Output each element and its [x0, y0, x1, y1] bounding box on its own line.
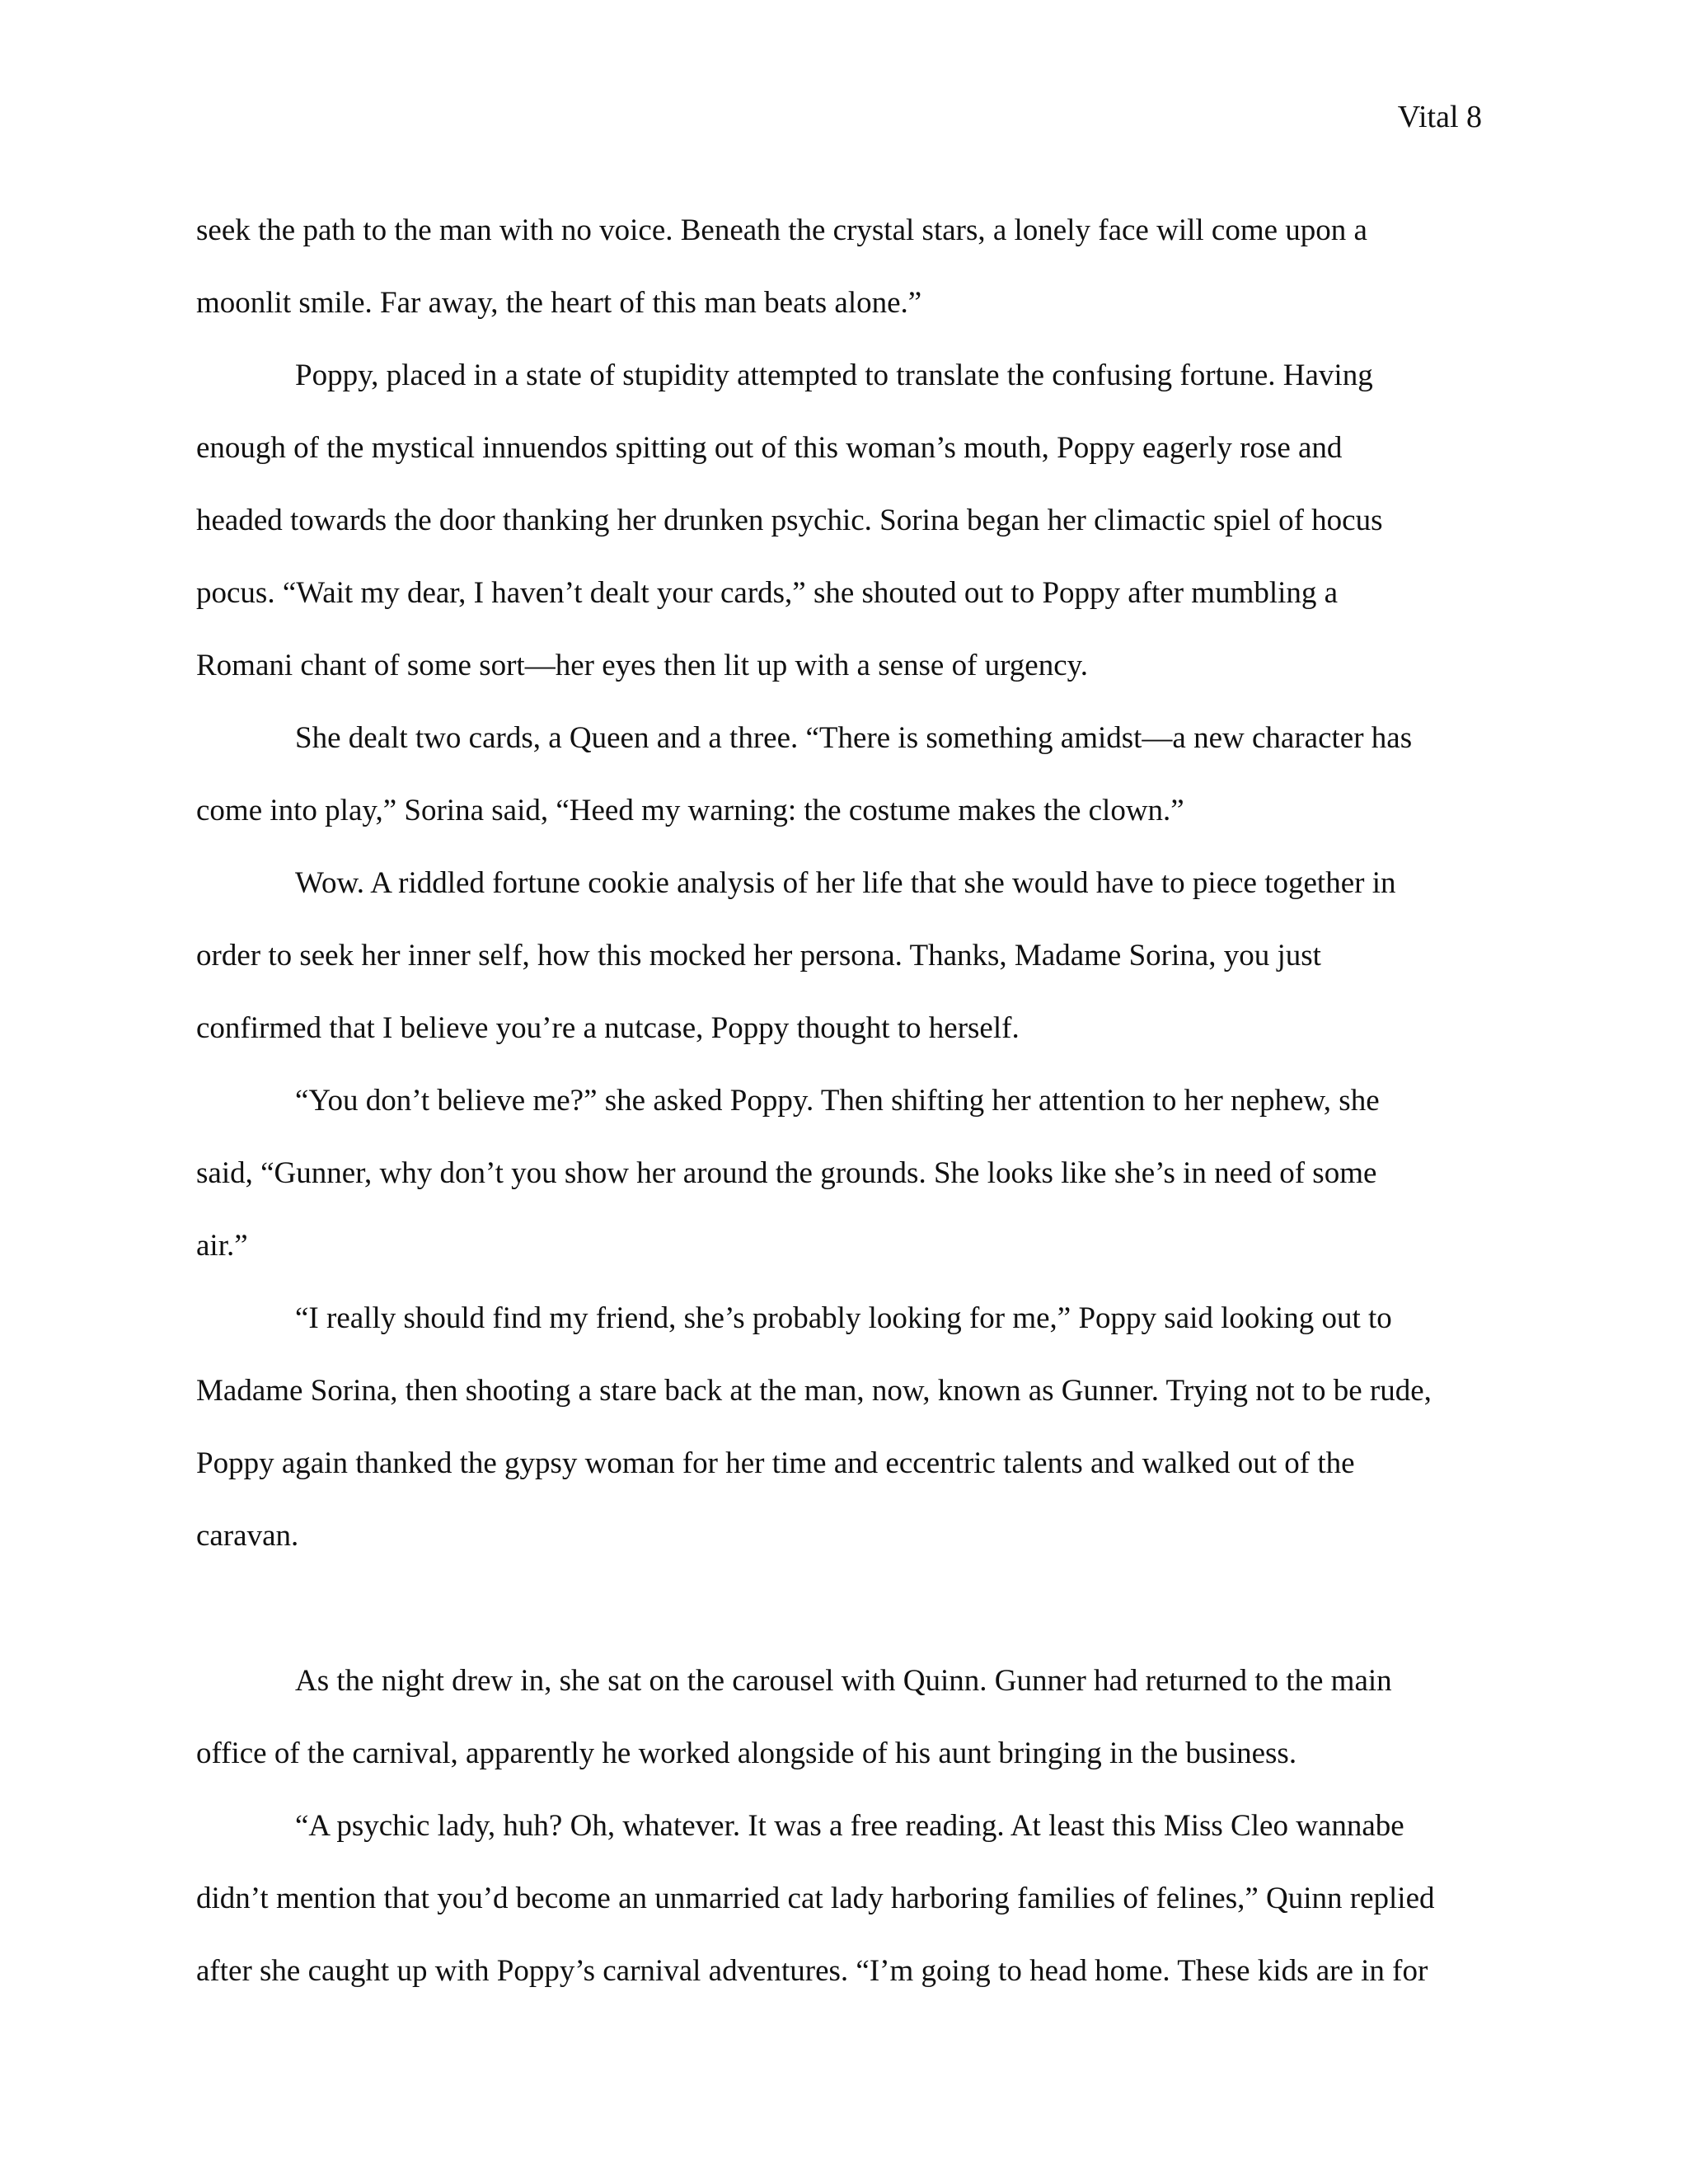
text-line: office of the carnival, apparently he worked alongside of his aunt bringing in the business.: [196, 1736, 1297, 1770]
section-break: [196, 1572, 1490, 1645]
text-line: enough of the mystical innuendos spitting out of this woman’s mouth, Poppy eagerly rose and: [196, 431, 1343, 465]
paragraph-start-line: “I really should find my friend, she’s probably looking for me,” Poppy said looking out to: [295, 1301, 1392, 1335]
text-line: said, “Gunner, why don’t you show her around the grounds. She looks like she’s in need of some: [196, 1156, 1377, 1190]
running-head: Vital 8: [1397, 100, 1482, 134]
text-line: headed towards the door thanking her drunken psychic. Sorina began her climactic spiel of hocus: [196, 504, 1383, 537]
paragraph-start-line: Wow. A riddled fortune cookie analysis of her life that she would have to piece together in: [295, 866, 1396, 900]
text-line: didn’t mention that you’d become an unmarried cat lady harboring families of felines,” Quinn replied: [196, 1882, 1435, 1915]
text-line: seek the path to the man with no voice. Beneath the crystal stars, a lonely face will come upon a: [196, 213, 1367, 247]
text-line: moonlit smile. Far away, the heart of this man beats alone.”: [196, 286, 922, 320]
text-line: order to seek her inner self, how this mocked her persona. Thanks, Madame Sorina, you just: [196, 939, 1321, 972]
paragraph-start-line: Poppy, placed in a state of stupidity attempted to translate the confusing fortune. Having: [295, 359, 1373, 392]
text-line: Romani chant of some sort—her eyes then lit up with a sense of urgency.: [196, 649, 1088, 682]
text-line: pocus. “Wait my dear, I haven’t dealt your cards,” she shouted out to Poppy after mumbling a: [196, 576, 1339, 610]
text-line: Poppy again thanked the gypsy woman for her time and eccentric talents and walked out of the: [196, 1446, 1355, 1480]
text-line: air.”: [196, 1229, 248, 1263]
text-line: after she caught up with Poppy’s carnival adventures. “I’m going to head home. These kids are in for: [196, 1954, 1428, 1988]
text-line: caravan.: [196, 1519, 299, 1553]
paragraph-start-line: “You don’t believe me?” she asked Poppy. Then shifting her attention to her nephew, she: [295, 1084, 1380, 1118]
paragraph-start-line: She dealt two cards, a Queen and a three. “There is something amidst—a new character has: [295, 721, 1413, 755]
paragraph-start-line: “A psychic lady, huh? Oh, whatever. It was a free reading. At least this Miss Cleo wannabe: [295, 1809, 1404, 1843]
text-line: confirmed that I believe you’re a nutcase, Poppy thought to herself.: [196, 1011, 1020, 1045]
paragraph-start-line: As the night drew in, she sat on the carousel with Quinn. Gunner had returned to the main: [295, 1664, 1392, 1698]
manuscript-body: [196, 194, 1490, 2008]
text-line: come into play,” Sorina said, “Heed my warning: the costume makes the clown.”: [196, 794, 1184, 827]
text-line: Madame Sorina, then shooting a stare back at the man, now, known as Gunner. Trying not to be rude,: [196, 1374, 1432, 1408]
